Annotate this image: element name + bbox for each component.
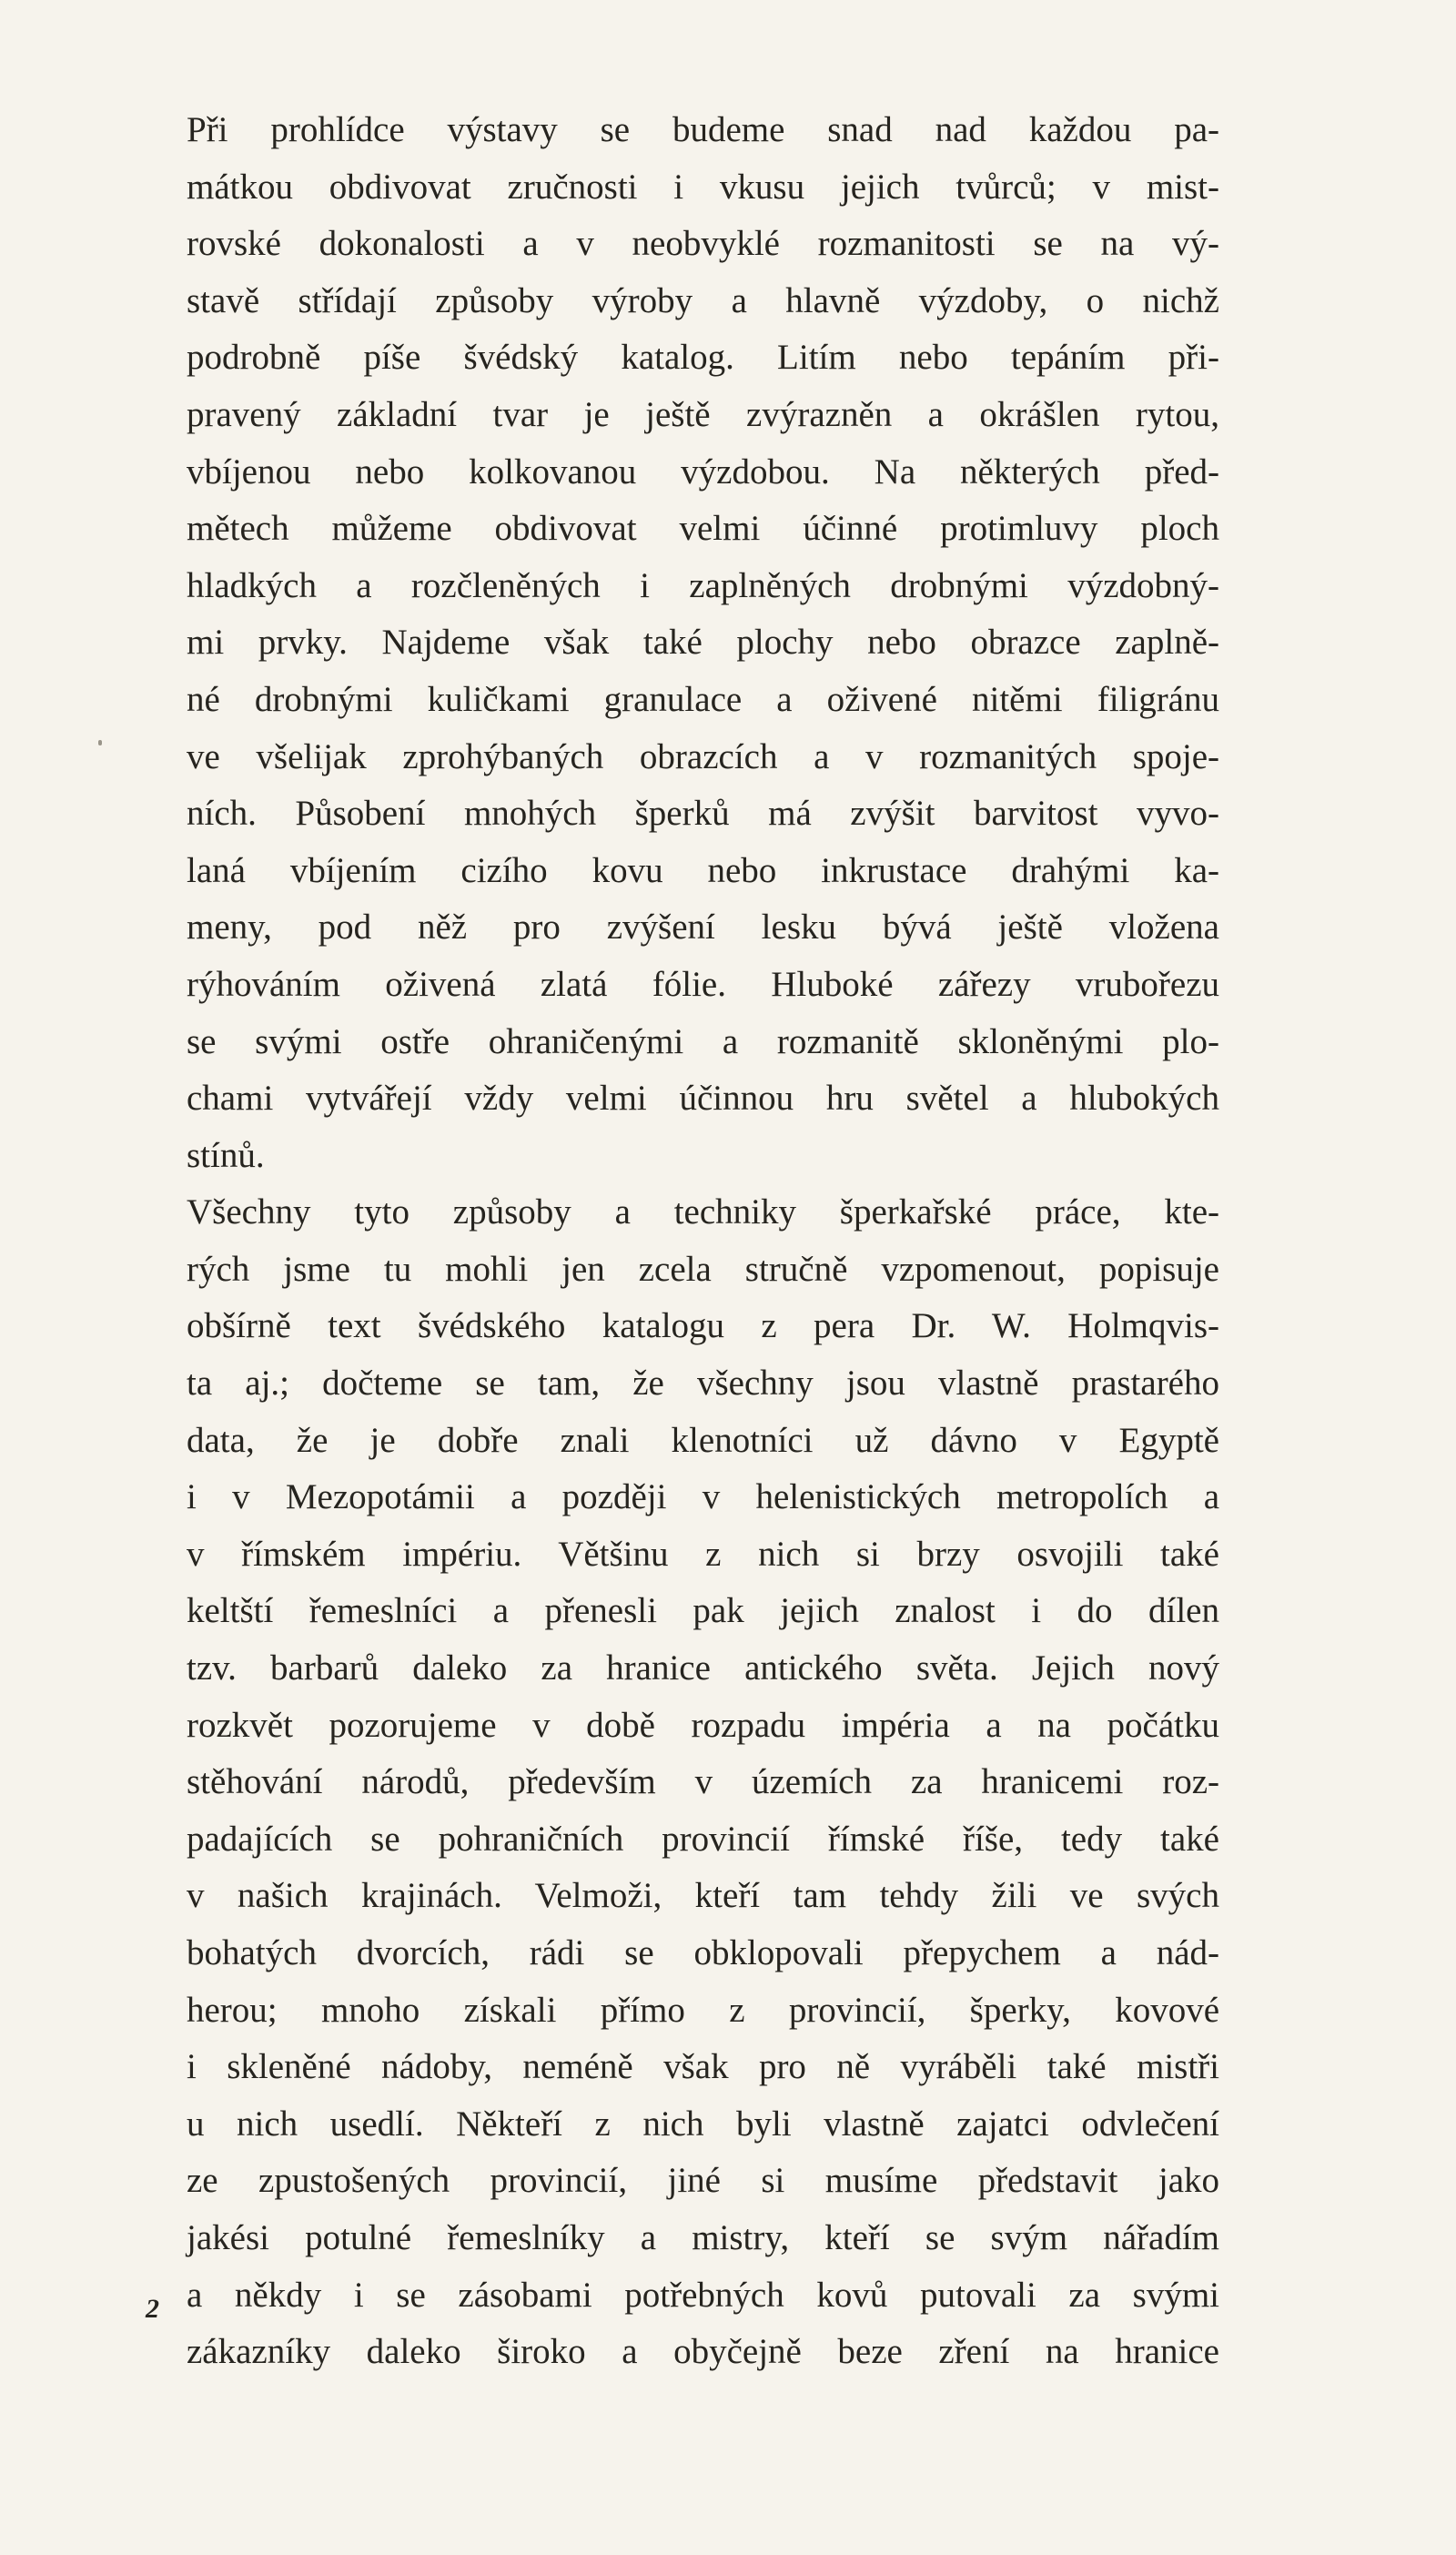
body-text bbox=[187, 102, 1219, 2381]
paragraph-1 bbox=[187, 102, 1219, 1184]
text-line: stěhování národů, především v územích za hranicemi roz- bbox=[187, 1762, 1219, 1802]
text-line: Všechny tyto způsoby a techniky šperkařské práce, kte- bbox=[187, 1192, 1219, 1232]
text-line: mi prvky. Najdeme však také plochy nebo obrazce zaplně- bbox=[187, 623, 1219, 663]
text-line: chami vytvářejí vždy velmi účinnou hru světel a hlubokých bbox=[187, 1079, 1219, 1119]
text-line: Při prohlídce výstavy se budeme snad nad každou pa- bbox=[187, 110, 1219, 149]
text-line: meny, pod něž pro zvýšení lesku bývá ještě vložena bbox=[187, 907, 1219, 948]
text-line: mětech můžeme obdivovat velmi účinné protimluvy ploch bbox=[187, 509, 1219, 549]
text-line: vbíjenou nebo kolkovanou výzdobou. Na některých před- bbox=[187, 451, 1219, 492]
text-line: rých jsme tu mohli jen zcela stručně vzpomenout, popisuje bbox=[187, 1249, 1219, 1289]
text-line: i skleněné nádoby, neméně však pro ně vyráběli také mistři bbox=[187, 2047, 1219, 2087]
text-line: jakési potulné řemeslníky a mistry, kteří se svým nářadím bbox=[187, 2217, 1219, 2257]
text-line: laná vbíjením cizího kovu nebo inkrustace drahými ka- bbox=[187, 850, 1219, 890]
text-line: i v Mezopotámii a později v helenistických metropolích a bbox=[187, 1477, 1219, 1517]
text-line: mátkou obdivovat zručnosti i vkusu jejich tvůrců; v mist- bbox=[187, 167, 1219, 207]
text-line: obšírně text švédského katalogu z pera Dr. W. Holmqvis- bbox=[187, 1306, 1219, 1346]
text-line: stínů. bbox=[187, 1135, 265, 1175]
text-line: v našich krajinách. Velmoži, kteří tam tehdy žili ve svých bbox=[187, 1876, 1219, 1916]
text-line: u nich usedlí. Někteří z nich byli vlastně zajatci odvlečení bbox=[187, 2104, 1219, 2144]
text-line: rovské dokonalosti a v neobvyklé rozmanitosti se na vý- bbox=[187, 224, 1219, 264]
text-line: rýhováním oživená zlatá fólie. Hluboké zářezy vrubořezu bbox=[187, 964, 1219, 1004]
text-line: rozkvět pozorujeme v době rozpadu impéria a na počátku bbox=[187, 1705, 1219, 1745]
text-line: herou; mnoho získali přímo z provincií, šperky, kovové bbox=[187, 1990, 1219, 2030]
text-line: bohatých dvorcích, rádi se obklopovali přepychem a nád- bbox=[187, 1933, 1219, 1972]
text-line: podrobně píše švédský katalog. Litím nebo tepáním při- bbox=[187, 338, 1219, 378]
text-line: a někdy i se zásobami potřebných kovů putovali za svými bbox=[187, 2275, 1219, 2315]
paragraph-2 bbox=[187, 1184, 1219, 2380]
page-number: 2 bbox=[146, 2294, 159, 2324]
text-line: tzv. barbarů daleko za hranice antického světa. Jejich nový bbox=[187, 1648, 1219, 1688]
text-line: keltští řemeslníci a přenesli pak jejich znalost i do dílen bbox=[187, 1591, 1219, 1631]
text-line: ních. Působení mnohých šperků má zvýšit barvitost vyvo- bbox=[187, 794, 1219, 834]
text-line: ta aj.; dočteme se tam, že všechny jsou vlastně prastarého bbox=[187, 1364, 1219, 1404]
text-line: zákazníky daleko široko a obyčejně beze zření na hranice bbox=[187, 2332, 1219, 2372]
text-line: ve všelijak zprohýbaných obrazcích a v rozmanitých spoje- bbox=[187, 736, 1219, 776]
text-line: data, že je dobře znali klenotníci už dávno v Egyptě bbox=[187, 1420, 1219, 1460]
print-speck bbox=[98, 740, 102, 745]
text-line: hladkých a rozčleněných i zaplněných drobnými výzdobný- bbox=[187, 565, 1219, 605]
text-line: se svými ostře ohraničenými a rozmanitě skloněnými plo- bbox=[187, 1021, 1219, 1061]
text-line: stavě střídají způsoby výroby a hlavně výzdoby, o nichž bbox=[187, 280, 1219, 320]
text-line: né drobnými kuličkami granulace a oživené nitěmi filigránu bbox=[187, 679, 1219, 719]
text-line: pravený základní tvar je ještě zvýrazněn a okrášlen rytou, bbox=[187, 394, 1219, 434]
text-line: v římském impériu. Většinu z nich si brzy osvojili také bbox=[187, 1534, 1219, 1574]
text-line: ze zpustošených provincií, jiné si musíme představit jako bbox=[187, 2161, 1219, 2201]
text-line: padajících se pohraničních provincií římské říše, tedy také bbox=[187, 1819, 1219, 1859]
